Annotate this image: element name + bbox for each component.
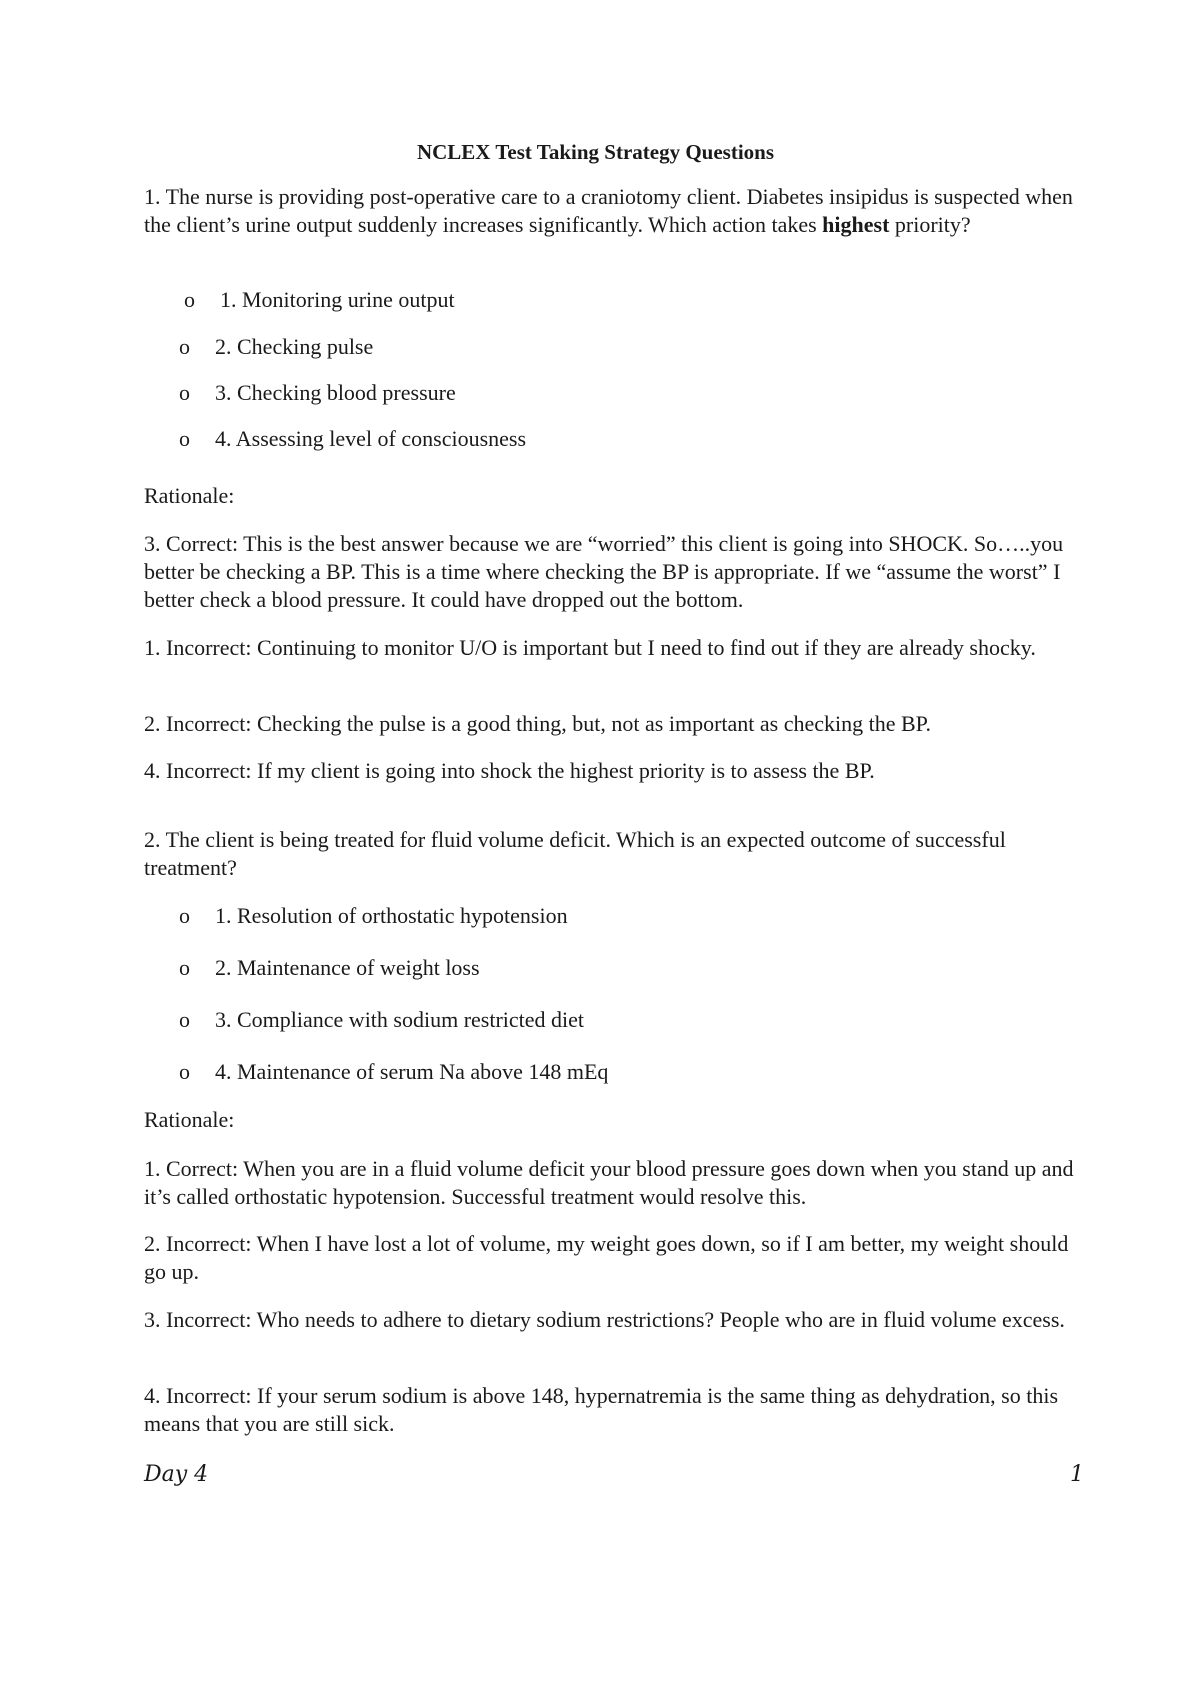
question-1-rationale-incorrect-4: 4. Incorrect: If my client is going into shock the highest priority is to assess the BP. [144, 758, 875, 783]
question-1-text-end: priority? [889, 212, 971, 237]
question-1-rationale-incorrect-2: 2. Incorrect: Checking the pulse is a good thing, but, not as important as checking the BP. [144, 711, 931, 736]
option-label: 2. Checking pulse [215, 334, 374, 359]
question-2-rationale-incorrect-4: 4. Incorrect: If your serum sodium is above 148, hypernatremia is the same thing as dehydration, so this means that you are still sick. [144, 1383, 1059, 1436]
bullet-icon: o [179, 334, 190, 359]
option-label: 1. Resolution of orthostatic hypotension [215, 903, 568, 928]
question-2-rationale-label: Rationale: [144, 1107, 235, 1132]
bullet-icon: o [179, 380, 190, 405]
option-label: 4. Assessing level of consciousness [215, 426, 527, 451]
bullet-icon: o [179, 1059, 190, 1084]
bullet-icon: o [179, 955, 190, 980]
bullet-icon: o [179, 1007, 190, 1032]
page-title: NCLEX Test Taking Strategy Questions [416, 140, 775, 164]
bullet-icon: o [179, 903, 190, 928]
option-label: 2. Maintenance of weight loss [215, 955, 480, 980]
page-number: 1 [1070, 1462, 1084, 1487]
footer-day-label: Day 4 [144, 1462, 209, 1487]
question-2-rationale-incorrect-2: 2. Incorrect: When I have lost a lot of volume, my weight goes down, so if I am better, my weight should go up. [144, 1231, 1069, 1284]
question-2-rationale-incorrect-3: 3. Incorrect: Who needs to adhere to dietary sodium restrictions? People who are in fluid volume excess. [144, 1307, 1065, 1332]
option-label: 4. Maintenance of serum Na above 148 mEq [215, 1059, 609, 1084]
question-1-option-2 [179, 333, 373, 361]
question-1-option-4 [179, 425, 526, 453]
option-label: 3. Checking blood pressure [215, 380, 456, 405]
question-1-option-1 [184, 286, 455, 314]
question-1-rationale-correct: 3. Correct: This is the best answer because we are “worried” this client is going into SHOCK. So…..you better be checking a BP. This is a time where checking the BP is appropriate. If we “assume the worst” I better check a blood pressure. It could have dropped out the bottom. [144, 531, 1064, 612]
question-2-text: 2. The client is being treated for fluid volume deficit. Which is an expected outcome of successful treatment? [144, 827, 1006, 880]
question-1-rationale-label: Rationale: [144, 483, 235, 508]
question-2-option-2 [179, 954, 480, 982]
question-2-option-4 [179, 1058, 608, 1086]
question-1-option-3 [179, 379, 456, 407]
question-1-emphasis: highest [822, 212, 890, 237]
question-2-option-1 [179, 902, 568, 930]
question-1-text-start: 1. The nurse is providing post-operative care to a craniotomy client. Diabetes insipidus is suspected when the client’s urine output suddenly increases significantly. Which action takes [144, 184, 1073, 237]
question-1-text [144, 183, 1074, 239]
bullet-icon: o [179, 426, 190, 451]
question-2-option-3 [179, 1006, 584, 1034]
option-label: 1. Monitoring urine output [220, 287, 455, 312]
question-2-rationale-correct: 1. Correct: When you are in a fluid volume deficit your blood pressure goes down when you stand up and it’s called orthostatic hypotension. Successful treatment would resolve this. [144, 1156, 1074, 1209]
bullet-icon: o [184, 287, 195, 312]
option-label: 3. Compliance with sodium restricted diet [215, 1007, 585, 1032]
question-1-rationale-incorrect-1: 1. Incorrect: Continuing to monitor U/O is important but I need to find out if they are already shocky. [144, 635, 1036, 660]
